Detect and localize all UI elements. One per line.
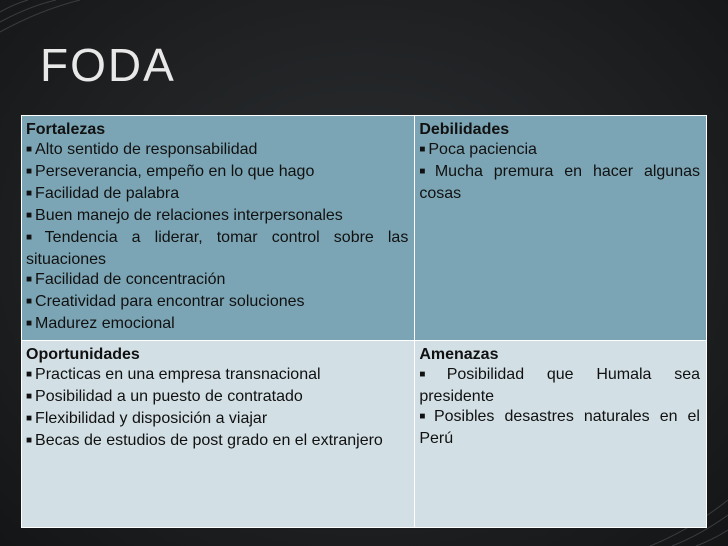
list-item-text: Tendencia a liderar, tomar control sobre las situaciones — [26, 229, 409, 268]
bullet-icon: ■ — [26, 318, 33, 329]
page-title: FODA — [40, 39, 176, 91]
list-item — [26, 314, 408, 336]
list-item — [26, 140, 408, 162]
list-item-text: Facilidad de palabra — [35, 185, 180, 202]
list-item — [26, 292, 408, 314]
list-item — [419, 140, 700, 162]
bullet-icon: ■ — [26, 166, 33, 177]
bullet-icon: ■ — [26, 210, 33, 221]
bullet-icon: ■ — [26, 144, 33, 155]
bullet-icon: ■ — [419, 411, 431, 422]
bullet-icon: ■ — [419, 144, 426, 155]
bullet-icon: ■ — [26, 232, 42, 243]
list-item-text: Madurez emocional — [35, 315, 175, 332]
list-item-text: Mucha premura en hacer algunas cosas — [419, 163, 700, 202]
bullet-icon: ■ — [26, 413, 33, 424]
list-item — [26, 431, 408, 453]
list-item-text: Flexibilidad y disposición a viajar — [35, 410, 268, 427]
list-item-text: Alto sentido de responsabilidad — [35, 141, 258, 158]
list-item-text: Posibles desastres naturales en el Perú — [419, 408, 700, 447]
fortalezas-heading: Fortalezas — [26, 121, 106, 138]
list-item-text: Becas de estudios de post grado en el extranjero — [35, 432, 383, 449]
bullet-icon: ■ — [419, 166, 432, 177]
list-item — [26, 228, 408, 270]
list-item-text: Posibilidad a un puesto de contratado — [35, 388, 303, 405]
bullet-icon: ■ — [26, 369, 33, 380]
list-item — [419, 365, 700, 407]
list-item — [26, 270, 408, 292]
list-item — [26, 387, 408, 409]
list-item-text: Creatividad para encontrar soluciones — [35, 293, 305, 310]
list-item-text: Perseverancia, empeño en lo que hago — [35, 163, 315, 180]
bullet-icon: ■ — [26, 296, 33, 307]
table-row — [22, 341, 707, 528]
table-row — [22, 116, 707, 341]
bullet-icon: ■ — [419, 369, 444, 380]
bullet-icon: ■ — [26, 188, 33, 199]
oportunidades-heading: Oportunidades — [26, 346, 140, 363]
list-item — [419, 407, 700, 449]
list-item-text: Posibilidad que Humala sea presidente — [419, 366, 701, 405]
fortalezas-cell — [22, 116, 415, 341]
foda-table — [21, 115, 707, 528]
list-item-text: Buen manejo de relaciones interpersonales — [35, 207, 343, 224]
debilidades-heading: Debilidades — [419, 121, 510, 138]
list-item — [419, 162, 700, 204]
bullet-icon: ■ — [26, 435, 33, 446]
amenazas-cell — [415, 341, 707, 528]
oportunidades-cell — [22, 341, 415, 528]
list-item-text: Poca paciencia — [428, 141, 537, 158]
list-item-text: Facilidad de concentración — [35, 271, 226, 288]
list-item — [26, 409, 408, 431]
list-item — [26, 206, 408, 228]
bullet-icon: ■ — [26, 274, 33, 285]
amenazas-heading: Amenazas — [419, 346, 499, 363]
list-item-text: Practicas en una empresa transnacional — [35, 366, 321, 383]
list-item — [26, 365, 408, 387]
list-item — [26, 184, 408, 206]
bullet-icon: ■ — [26, 391, 33, 402]
list-item — [26, 162, 408, 184]
debilidades-cell — [415, 116, 707, 341]
